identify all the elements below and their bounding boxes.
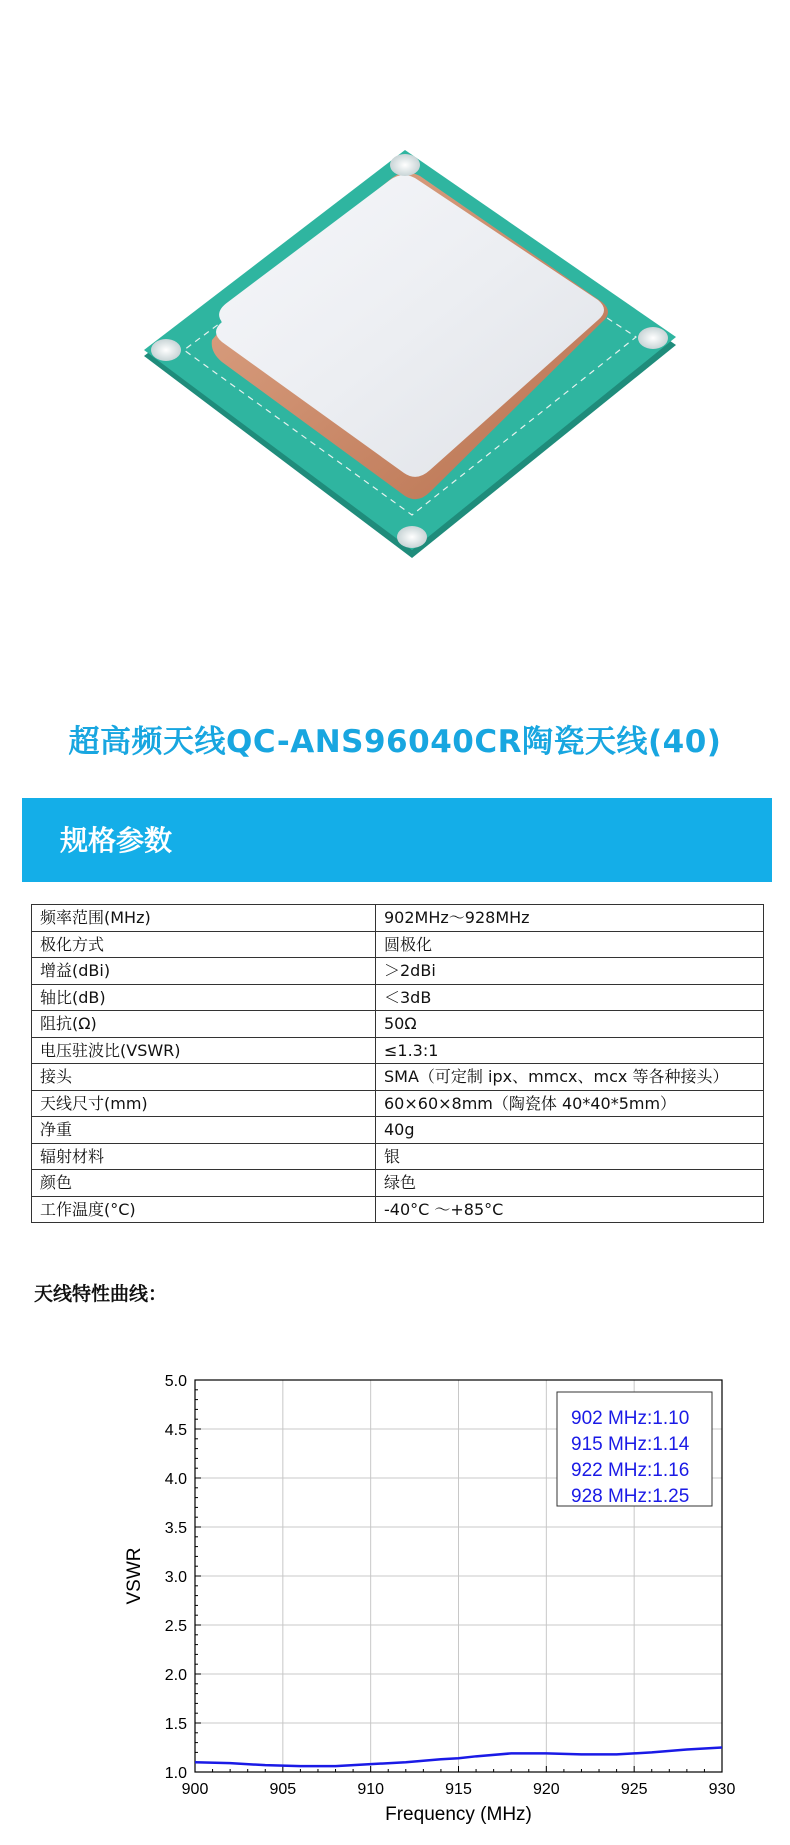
spec-value: ＞2dBi (376, 958, 764, 985)
y-tick-label: 5.0 (164, 1373, 187, 1390)
spec-name: 极化方式 (32, 931, 376, 958)
y-tick-label: 3.0 (164, 1569, 187, 1586)
y-axis-label: VSWR (124, 1547, 145, 1605)
spec-name: 辐射材料 (32, 1143, 376, 1170)
spec-section-banner (22, 798, 772, 882)
x-tick-label: 920 (532, 1781, 560, 1798)
annotation-label: 922 MHz:1.16 (571, 1460, 690, 1481)
spec-row (32, 1090, 764, 1117)
spec-row (32, 905, 764, 932)
mount-hole-bottom (397, 526, 427, 548)
y-tick-label: 4.5 (164, 1422, 187, 1439)
spec-value: -40°C ～+85°C (376, 1196, 764, 1223)
spec-name: 轴比(dB) (32, 984, 376, 1011)
y-tick-label: 1.5 (164, 1716, 187, 1733)
y-tick-label: 1.0 (164, 1765, 187, 1782)
spec-value: 圆极化 (376, 931, 764, 958)
spec-name: 电压驻波比(VSWR) (32, 1037, 376, 1064)
x-tick-label: 925 (620, 1781, 648, 1798)
spec-row (32, 1117, 764, 1144)
annotation-label: 902 MHz:1.10 (571, 1408, 690, 1429)
spec-table (31, 904, 764, 1223)
spec-name: 频率范围(MHz) (32, 905, 376, 932)
x-axis-label: Frequency (MHz) (385, 1804, 532, 1825)
curve-section-heading: 天线特性曲线： (34, 1283, 168, 1305)
spec-value: 50Ω (376, 1011, 764, 1038)
spec-row (32, 1143, 764, 1170)
mount-hole-top (390, 154, 420, 176)
spec-value: ＜3dB (376, 984, 764, 1011)
spec-row (32, 1170, 764, 1197)
spec-name: 接头 (32, 1064, 376, 1091)
vswr-chart (110, 1350, 736, 1825)
spec-name: 天线尺寸(mm) (32, 1090, 376, 1117)
spec-name: 阻抗(Ω) (32, 1011, 376, 1038)
spec-value: 绿色 (376, 1170, 764, 1197)
y-tick-label: 4.0 (164, 1471, 187, 1488)
y-tick-label: 3.5 (164, 1520, 187, 1537)
spec-name: 增益(dBi) (32, 958, 376, 985)
mount-hole-right (638, 327, 668, 349)
spec-value: 60×60×8mm（陶瓷体 40*40*5mm） (376, 1090, 764, 1117)
mount-hole-left (151, 339, 181, 361)
spec-name: 颜色 (32, 1170, 376, 1197)
x-tick-label: 915 (445, 1781, 472, 1798)
x-tick-label: 910 (357, 1781, 385, 1798)
antenna-product-image (0, 0, 790, 700)
spec-value: SMA（可定制 ipx、mmcx、mcx 等各种接头） (376, 1064, 764, 1091)
spec-row (32, 1037, 764, 1064)
spec-value: ≤1.3:1 (376, 1037, 764, 1064)
spec-value: 902MHz～928MHz (376, 905, 764, 932)
x-tick-label: 930 (708, 1781, 736, 1798)
spec-value: 40g (376, 1117, 764, 1144)
spec-row (32, 931, 764, 958)
x-tick-label: 905 (269, 1781, 297, 1798)
spec-row (32, 1064, 764, 1091)
spec-name: 净重 (32, 1117, 376, 1144)
spec-name: 工作温度(°C) (32, 1196, 376, 1223)
spec-section-title: 规格参数 (60, 824, 173, 857)
spec-row (32, 1196, 764, 1223)
spec-value: 银 (376, 1143, 764, 1170)
annotation-label: 928 MHz:1.25 (571, 1486, 690, 1507)
x-tick-label: 900 (181, 1781, 209, 1798)
spec-row (32, 958, 764, 985)
product-title: 超高频天线QC-ANS96040CR陶瓷天线(40) (68, 724, 722, 760)
spec-row (32, 984, 764, 1011)
spec-row (32, 1011, 764, 1038)
annotation-label: 915 MHz:1.14 (571, 1434, 690, 1455)
y-tick-label: 2.0 (164, 1667, 187, 1684)
y-tick-label: 2.5 (164, 1618, 187, 1635)
